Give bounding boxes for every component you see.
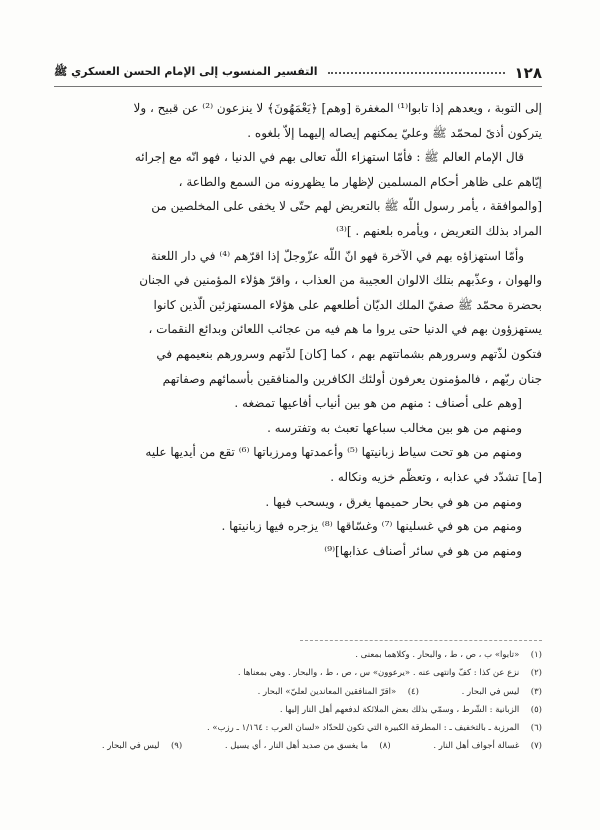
running-title: التفسير المنسوب إلى الإمام الحسن العسكري ﷺ [54,65,318,78]
footnote-text: ما يغسق من صديد أهل النار ، أي يسيل . [224,741,368,752]
text-line: [ما] تشدّد في عذابه ، وتعظّم خزيه ونكاله . [330,469,542,484]
text-line: ومنهم من هو في سائر أصناف عذابها]⁽⁹⁾ [324,543,522,558]
text-line: [وهم على أصناف : منهم من هو بين أنياب أفاعيها تمضغه . [234,396,522,411]
page-number: ١٢٨ [514,64,542,82]
text-line: ومنهم من هو في غسلينها ⁽⁷⁾ وغسّاقها ⁽⁸⁾ يزجره فيها زبانيتها . [221,519,522,534]
footnote-number: (٧) [530,741,542,752]
text-line: إيّاهم على ظاهر أحكام المسلمين لإظهار ما يظهرونه من السمع والطاعة ، [178,174,542,189]
footnote [56,737,542,755]
text-line: ومنهم من هو تحت سياط زبانيتها ⁽⁵⁾ وأعمدتها ومرزباتها ⁽⁶⁾ تقع من أيديها عليه [145,445,522,460]
text-line: قال الإمام العالم ﷺ : فأمّا استهزاء اللّه تعالى بهم في الدنيا ، فهو انّه مع إجرائه [134,150,524,165]
page-header [54,62,542,84]
text-line: [والموافقة ، يأمر رسول اللّه ﷺ بالتعريض لهم حتّى لا يخفى على المخلصين من [151,199,542,214]
footnote [56,701,542,719]
text-line: ومنهم من هو في بحار حميمها يغرق ، ويسحب فيها . [265,494,522,509]
text-line: إلى التوبة ، ويعدهم إذا تابوا⁽¹⁾ المغفرة [وهم] ﴿يَعْمَهُونَ﴾ لا ينزعون ⁽²⁾ عن قبيح ، ولا [133,101,542,115]
main-text [56,96,542,563]
footnote [56,664,542,682]
footnote-text: غسالة أجواف أهل النار . [433,741,520,752]
footnote-number: (٢) [530,668,542,679]
text-line: فتكون لذّتهم وسرورهم بشماتتهم بهم ، كما [كان] لذّتهم وسرورهم بنعيمهم في [156,346,542,361]
footnotes [56,646,542,756]
footnote-number: (٣) [530,686,542,697]
footnote-number: (١) [530,650,542,660]
footnotes-divider [300,640,542,641]
footnote [56,646,542,664]
footnote-number: (٥) [530,704,542,715]
text-line: يستهزؤون بهم في الدنيا حتى يروا ما هم فيه من عجائب اللعائن وبدائع النقمات ، [148,322,542,337]
text-line: ومنهم من هو بين مخالب سباعها تعبث به وتفترسه . [267,420,522,435]
footnote-text: ليس في البحار . [461,686,520,697]
footnote [56,683,542,701]
footnote-number: (٨) [379,741,391,752]
footnote-number: (٦) [530,723,542,734]
footnote-number: (٩) [170,741,183,752]
footnote [56,719,542,737]
header-divider [54,86,542,87]
footnote-text: الزبانية : الشّرط ، وسمّي بذلك بعض الملائكة لدفعهم أهل النار إليها . [279,704,520,715]
footnote-number: (٤) [407,686,419,697]
footnote-text: «اقرّ المنافقين المعاندين لعليّ» البحار . [257,686,397,697]
footnote-text: المرزبة ـ بالتخفيف ـ : المطرقة الكبيرة التي تكون للحدّاد «لسان العرب : ١/١٦٤ ـ رزب» . [206,723,520,734]
header-dotted-rule [328,72,505,75]
text-line: بحضرة محمّد ﷺ صفيّ الملك الديّان أطلعهم على هؤلاء المستهزئين الّذين كانوا [153,297,542,312]
footnote-text: «تابوا» ب ، ص ، ط ، والبحار . وكلاهما بمعنى . [355,650,520,660]
text-line: وأمّا استهزاؤه بهم في الآخرة فهو انّ اللّه عزّوجلّ إذا اقرّهم ⁽⁴⁾ في دار اللعنة [150,248,524,263]
text-line: يتركون أذىً لمحمّد ﷺ وعليّ يمكنهم إيصاله إليهما إلاّ بلغوه . [247,125,542,140]
text-line: والهوان ، وعذّبهم بتلك الالوان العجيبة من العذاب ، واقرّ هؤلاء المؤمنين في الجنان [139,273,542,288]
text-line: المراد بذلك التعريض ، ويأمره بلعنهم . ]⁽³⁾ [336,223,542,238]
footnote-text: ليس في البحار . [101,741,160,752]
text-line: جنان ربّهم ، فالمؤمنون يعرفون أولئك الكافرين والمنافقين بأسمائهم وصفاتهم [162,371,542,386]
footnote-text: نزع عن كذا : كفّ وانتهى عنه . «يرعوون» س ، ص ، ط ، والبحار . وهي بمعناها . [237,668,520,679]
